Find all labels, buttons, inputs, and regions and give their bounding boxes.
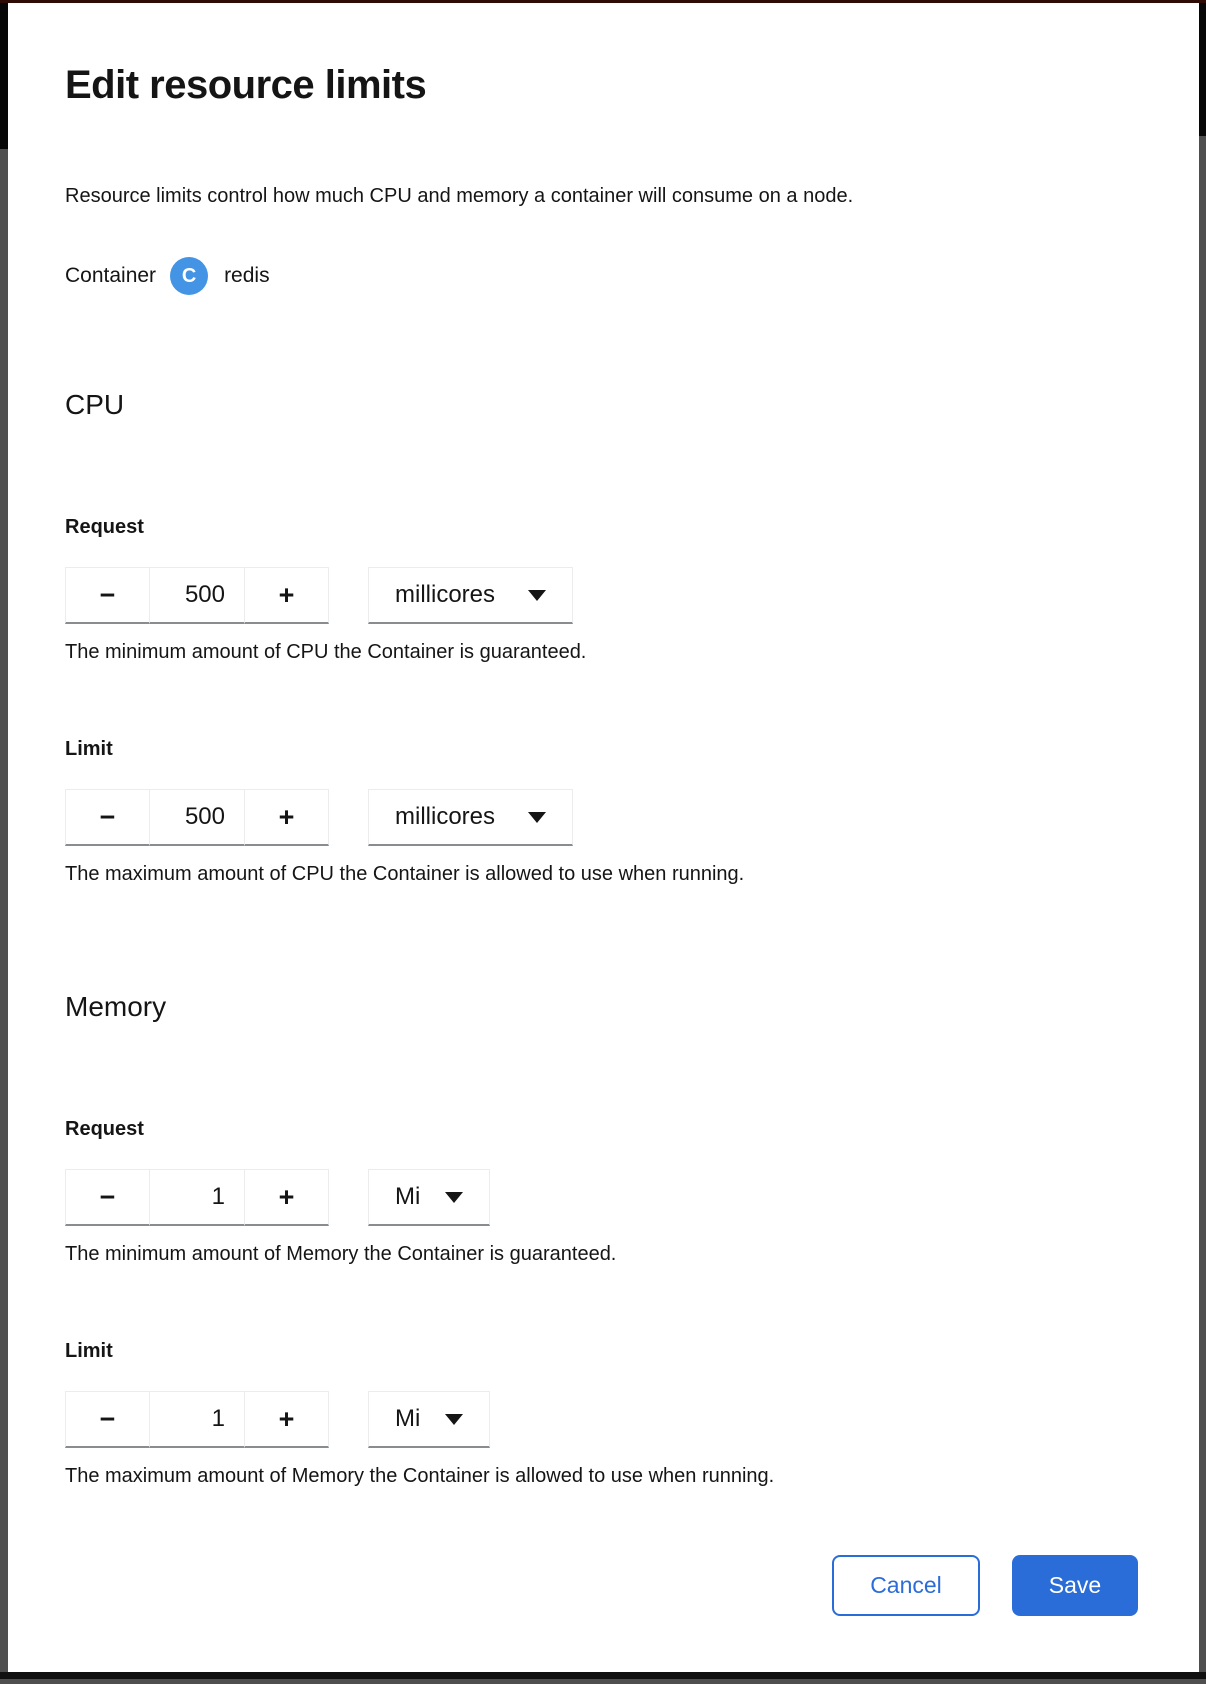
container-name: redis (224, 264, 270, 287)
memory-limit-input[interactable] (149, 1391, 245, 1448)
minus-icon: − (99, 1181, 116, 1212)
memory-request-controls (65, 1169, 1141, 1226)
cpu-limit-unit-value: millicores (395, 803, 496, 830)
memory-request-label: Request (65, 1118, 144, 1140)
cancel-button-label: Cancel (870, 1572, 942, 1598)
memory-limit-unit-select[interactable] (368, 1391, 490, 1448)
caret-down-icon (528, 812, 546, 823)
memory-section-heading: Memory (65, 991, 167, 1022)
plus-icon: + (278, 801, 295, 832)
memory-request-unit-select[interactable] (368, 1169, 490, 1226)
container-label: Container (65, 264, 157, 287)
backdrop-left-edge (0, 3, 8, 149)
memory-limit-unit-value: Mi (395, 1405, 421, 1432)
cpu-request-stepper (65, 567, 329, 624)
cpu-limit-decrement-button[interactable] (65, 789, 149, 846)
memory-limit-stepper (65, 1391, 329, 1448)
cpu-limit-stepper (65, 789, 329, 846)
dialog-title: Edit resource limits (65, 63, 427, 107)
memory-request-stepper (65, 1169, 329, 1226)
cancel-button[interactable] (832, 1555, 980, 1616)
plus-icon: + (278, 1403, 295, 1434)
plus-icon: + (278, 1181, 295, 1212)
cpu-request-controls (65, 567, 1141, 624)
minus-icon: − (99, 1403, 116, 1434)
cpu-limit-input[interactable] (149, 789, 245, 846)
memory-request-input[interactable] (149, 1169, 245, 1226)
memory-request-decrement-button[interactable] (65, 1169, 149, 1226)
cpu-request-unit-select[interactable] (368, 567, 573, 624)
memory-limit-helper-text: The maximum amount of Memory the Container is allowed to use when running. (65, 1465, 775, 1487)
memory-request-unit-value: Mi (395, 1183, 421, 1210)
dialog-description: Resource limits control how much CPU and memory a container will consume on a node. (65, 185, 854, 207)
cpu-request-increment-button[interactable] (245, 567, 329, 624)
cpu-request-input[interactable] (149, 567, 245, 624)
memory-limit-decrement-button[interactable] (65, 1391, 149, 1448)
edit-resource-limits-dialog (8, 3, 1199, 1672)
cpu-request-unit-value: millicores (395, 581, 496, 608)
cpu-limit-unit-select[interactable] (368, 789, 573, 846)
cpu-limit-label: Limit (65, 738, 113, 760)
caret-down-icon (528, 590, 546, 601)
cpu-request-helper-text: The minimum amount of CPU the Container is guaranteed. (65, 641, 587, 663)
caret-down-icon (445, 1192, 463, 1203)
cpu-request-label: Request (65, 516, 144, 538)
cpu-request-decrement-button[interactable] (65, 567, 149, 624)
backdrop-bottom-edge (0, 1672, 1206, 1679)
cpu-limit-controls (65, 789, 1141, 846)
memory-request-increment-button[interactable] (245, 1169, 329, 1226)
cpu-limit-increment-button[interactable] (245, 789, 329, 846)
container-badge-icon: C (170, 257, 208, 295)
container-row (65, 257, 1141, 295)
memory-limit-increment-button[interactable] (245, 1391, 329, 1448)
cpu-limit-helper-text: The maximum amount of CPU the Container is allowed to use when running. (65, 863, 745, 885)
save-button[interactable] (1012, 1555, 1138, 1616)
caret-down-icon (445, 1414, 463, 1425)
plus-icon: + (278, 579, 295, 610)
memory-limit-label: Limit (65, 1340, 113, 1362)
cpu-section-heading: CPU (65, 389, 125, 420)
minus-icon: − (99, 801, 116, 832)
minus-icon: − (99, 579, 116, 610)
memory-limit-controls (65, 1391, 1141, 1448)
backdrop-right-edge (1199, 3, 1206, 136)
save-button-label: Save (1048, 1572, 1102, 1598)
dialog-footer (65, 1555, 1141, 1616)
memory-request-helper-text: The minimum amount of Memory the Container is guaranteed. (65, 1243, 617, 1265)
